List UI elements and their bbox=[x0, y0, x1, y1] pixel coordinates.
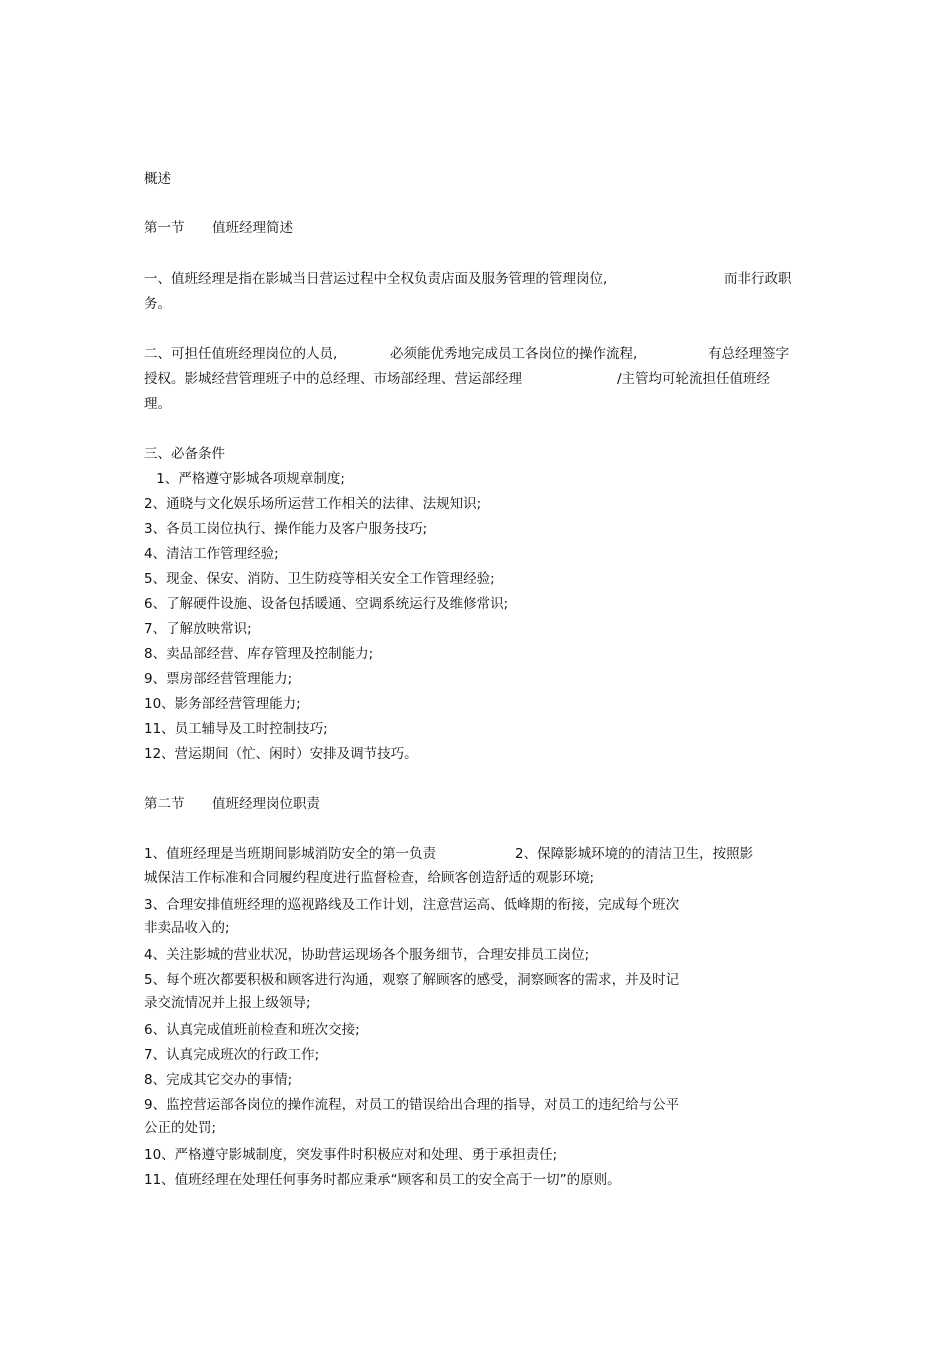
requirement-item: 11、员工辅导及工时控制技巧; bbox=[144, 721, 328, 737]
document-title: 概述 bbox=[144, 171, 171, 187]
duty-7: 7、认真完成班次的行政工作; bbox=[144, 1047, 320, 1063]
requirement-item: 9、票房部经营管理能力; bbox=[144, 671, 293, 687]
requirement-item: 5、现金、保安、消防、卫生防疫等相关安全工作管理经验; bbox=[144, 571, 495, 587]
para2-line1-b: 必须能优秀地完成员工各岗位的操作流程, bbox=[390, 346, 638, 362]
duty-3-b: 非卖品收入的; bbox=[144, 920, 230, 936]
para2-line2-b: /主管均可轮流担任值班经 bbox=[617, 371, 771, 387]
section2-heading-title: 值班经理岗位职责 bbox=[212, 796, 320, 812]
requirements-heading: 三、必备条件 bbox=[144, 446, 225, 462]
requirement-item: 12、营运期间（忙、闲时）安排及调节技巧。 bbox=[144, 746, 418, 762]
duty-11: 11、值班经理在处理任何事务时都应秉承“顾客和员工的安全高于一切”的原则。 bbox=[144, 1172, 621, 1188]
requirement-item: 1、严格遵守影城各项规章制度; bbox=[152, 471, 345, 487]
duty-10: 10、严格遵守影城制度，突发事件时积极应对和处理、勇于承担责任; bbox=[144, 1147, 558, 1163]
duty-8: 8、完成其它交办的事情; bbox=[144, 1072, 293, 1088]
para1-line1-a: 一、值班经理是指在影城当日营运过程中全权负责店面及服务管理的管理岗位, bbox=[144, 271, 608, 287]
duty-4: 4、关注影城的营业状况，协助营运现场各个服务细节，合理安排员工岗位; bbox=[144, 947, 590, 963]
para2-line1-a: 二、可担任值班经理岗位的人员, bbox=[144, 346, 338, 362]
duty-1-a: 1、值班经理是当班期间影城消防安全的第一负责 bbox=[144, 846, 437, 862]
requirement-item: 4、清洁工作管理经验; bbox=[144, 546, 279, 562]
para1-line1-b: 而非行政职 bbox=[724, 271, 792, 287]
duty-5-a: 5、每个班次都要积极和顾客进行沟通，观察了解顾客的感受，洞察顾客的需求，并及时记 bbox=[144, 972, 680, 988]
requirement-item: 3、各员工岗位执行、操作能力及客户服务技巧; bbox=[144, 521, 428, 537]
para2-line1-c: 有总经理签字 bbox=[708, 346, 789, 362]
duty-3-a: 3、合理安排值班经理的巡视路线及工作计划，注意营运高、低峰期的衔接，完成每个班次 bbox=[144, 897, 680, 913]
section1-heading-number: 第一节 bbox=[144, 220, 185, 236]
section1-heading-title: 值班经理简述 bbox=[212, 220, 293, 236]
requirement-item: 8、卖品部经营、库存管理及控制能力; bbox=[144, 646, 374, 662]
duty-5-b: 录交流情况并上报上级领导; bbox=[144, 995, 311, 1011]
duty-6: 6、认真完成值班前检查和班次交接; bbox=[144, 1022, 360, 1038]
requirement-item: 7、了解放映常识; bbox=[144, 621, 252, 637]
para1-line2: 务。 bbox=[144, 296, 171, 312]
para2-line3: 理。 bbox=[144, 396, 171, 412]
duty-2-a: 2、保障影城环境的的清洁卫生，按照影 bbox=[515, 846, 754, 862]
duty-2-b: 城保洁工作标准和合同履约程度进行监督检查，给顾客创造舒适的观影环境; bbox=[144, 870, 595, 886]
duty-9-b: 公正的处罚; bbox=[144, 1120, 217, 1136]
para2-line2-a: 授权。影城经营管理班子中的总经理、市场部经理、营运部经理 bbox=[144, 371, 522, 387]
section2-heading-number: 第二节 bbox=[144, 796, 185, 812]
requirement-item: 2、通晓与文化娱乐场所运营工作相关的法律、法规知识; bbox=[144, 496, 482, 512]
requirement-item: 6、了解硬件设施、设备包括暖通、空调系统运行及维修常识; bbox=[144, 596, 509, 612]
requirement-item: 10、影务部经营管理能力; bbox=[144, 696, 301, 712]
duty-9-a: 9、监控营运部各岗位的操作流程，对员工的错误给出合理的指导，对员工的违纪给与公平 bbox=[144, 1097, 680, 1113]
